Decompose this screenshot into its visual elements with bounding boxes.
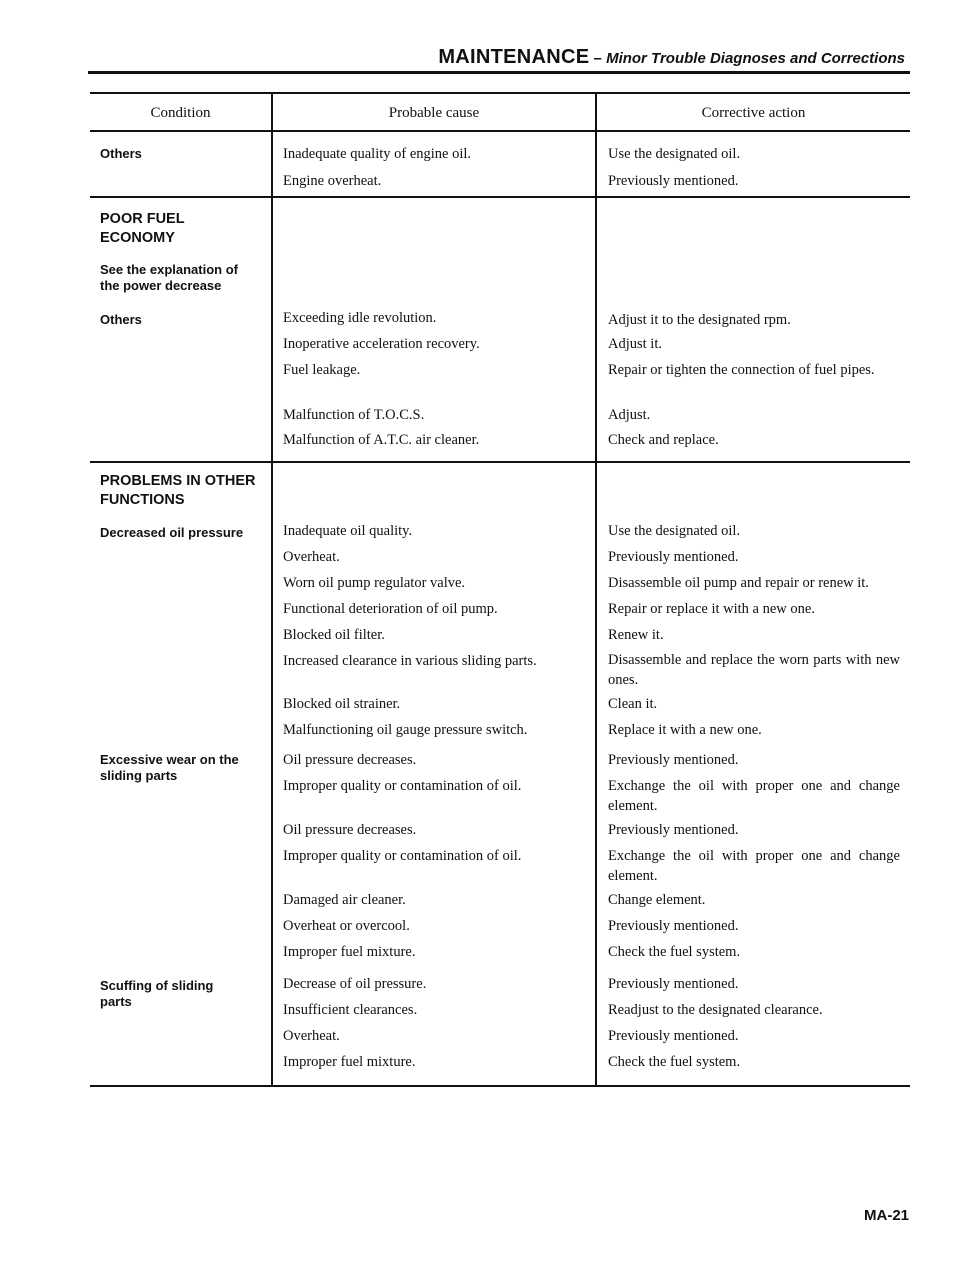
cause-item: Improper quality or contamination of oil. bbox=[283, 848, 522, 864]
cause-item: Inoperative acceleration recovery. bbox=[283, 336, 480, 352]
action-item: Adjust it to the designated rpm. bbox=[608, 312, 791, 328]
section-rule-2 bbox=[90, 461, 910, 463]
column-header-condition: Condition bbox=[150, 105, 211, 121]
action-item: Check the fuel system. bbox=[608, 944, 741, 960]
cause-item: Engine overheat. bbox=[283, 173, 382, 189]
condition-label: Others bbox=[100, 146, 142, 161]
cause-item: Overheat or overcool. bbox=[283, 918, 410, 934]
header-subtitle: – Minor Trouble Diagnoses and Corrections bbox=[589, 50, 905, 67]
action-item: Repair or tighten the connection of fuel pipes. bbox=[608, 362, 875, 378]
cause-item: Increased clearance in various sliding parts. bbox=[283, 653, 537, 669]
action-item: Previously mentioned. bbox=[608, 173, 739, 189]
action-item: Check the fuel system. bbox=[608, 1054, 741, 1070]
action-item: Previously mentioned. bbox=[608, 752, 739, 768]
action-item: Renew it. bbox=[608, 627, 664, 643]
action-item: Adjust it. bbox=[608, 336, 662, 352]
page-header bbox=[90, 46, 905, 69]
header-row-rule bbox=[90, 130, 910, 132]
page-number: MA-21 bbox=[864, 1207, 910, 1224]
cause-item: Exceeding idle revolution. bbox=[283, 310, 437, 326]
action-item: Previously mentioned. bbox=[608, 549, 739, 565]
action-item: Repair or replace it with a new one. bbox=[608, 601, 815, 617]
cause-item: Improper quality or contamination of oil. bbox=[283, 778, 522, 794]
column-header-action: Corrective action bbox=[701, 105, 806, 121]
action-item: Replace it with a new one. bbox=[608, 722, 762, 738]
action-item: Check and replace. bbox=[608, 432, 719, 448]
action-item: Disassemble oil pump and repair or renew it. bbox=[608, 575, 869, 591]
action-item: Disassemble and replace the worn parts with new ones. bbox=[608, 652, 900, 688]
column-divider-2 bbox=[595, 94, 597, 1085]
action-item: Exchange the oil with proper one and change element. bbox=[608, 778, 900, 814]
cause-item: Blocked oil strainer. bbox=[283, 696, 401, 712]
condition-section-title: PROBLEMS IN OTHER FUNCTIONS bbox=[100, 473, 256, 508]
condition-section-title: POOR FUEL ECONOMY bbox=[100, 211, 185, 246]
condition-label: Scuffing of sliding parts bbox=[100, 978, 214, 1009]
condition-label: See the explanation of the power decrease bbox=[100, 262, 238, 293]
cause-item: Malfunction of A.T.C. air cleaner. bbox=[283, 432, 480, 448]
condition-label: Excessive wear on the sliding parts bbox=[100, 752, 239, 783]
action-item: Readjust to the designated clearance. bbox=[608, 1002, 823, 1018]
cause-item: Worn oil pump regulator valve. bbox=[283, 575, 466, 591]
action-item: Previously mentioned. bbox=[608, 918, 739, 934]
cause-item: Improper fuel mixture. bbox=[283, 944, 416, 960]
cause-item: Blocked oil filter. bbox=[283, 627, 385, 643]
column-header-cause: Probable cause bbox=[388, 105, 480, 121]
action-item: Previously mentioned. bbox=[608, 976, 739, 992]
cause-item: Improper fuel mixture. bbox=[283, 1054, 416, 1070]
action-item: Previously mentioned. bbox=[608, 822, 739, 838]
cause-item: Damaged air cleaner. bbox=[283, 892, 406, 908]
condition-label: Decreased oil pressure bbox=[100, 525, 244, 540]
cause-item: Fuel leakage. bbox=[283, 362, 361, 378]
cause-item: Inadequate oil quality. bbox=[283, 523, 413, 539]
cause-item: Functional deterioration of oil pump. bbox=[283, 601, 498, 617]
action-item: Use the designated oil. bbox=[608, 146, 741, 162]
cause-item: Oil pressure decreases. bbox=[283, 752, 417, 768]
action-item: Previously mentioned. bbox=[608, 1028, 739, 1044]
cause-item: Inadequate quality of engine oil. bbox=[283, 146, 472, 162]
cause-item: Insufficient clearances. bbox=[283, 1002, 418, 1018]
header-rule bbox=[88, 71, 910, 74]
cause-item: Malfunction of T.O.C.S. bbox=[283, 407, 425, 423]
action-item: Change element. bbox=[608, 892, 706, 908]
trouble-diagnosis-table bbox=[90, 92, 910, 1087]
action-item: Adjust. bbox=[608, 407, 651, 423]
cause-item: Decrease of oil pressure. bbox=[283, 976, 427, 992]
action-item: Clean it. bbox=[608, 696, 658, 712]
cause-item: Overheat. bbox=[283, 549, 340, 565]
action-item: Use the designated oil. bbox=[608, 523, 741, 539]
action-item: Exchange the oil with proper one and change element. bbox=[608, 848, 900, 884]
cause-item: Oil pressure decreases. bbox=[283, 822, 417, 838]
column-divider-1 bbox=[271, 94, 273, 1085]
section-rule-1 bbox=[90, 196, 910, 198]
condition-label: Others bbox=[100, 312, 142, 327]
cause-item: Overheat. bbox=[283, 1028, 340, 1044]
cause-item: Malfunctioning oil gauge pressure switch. bbox=[283, 722, 528, 738]
header-title: MAINTENANCE bbox=[438, 46, 590, 68]
